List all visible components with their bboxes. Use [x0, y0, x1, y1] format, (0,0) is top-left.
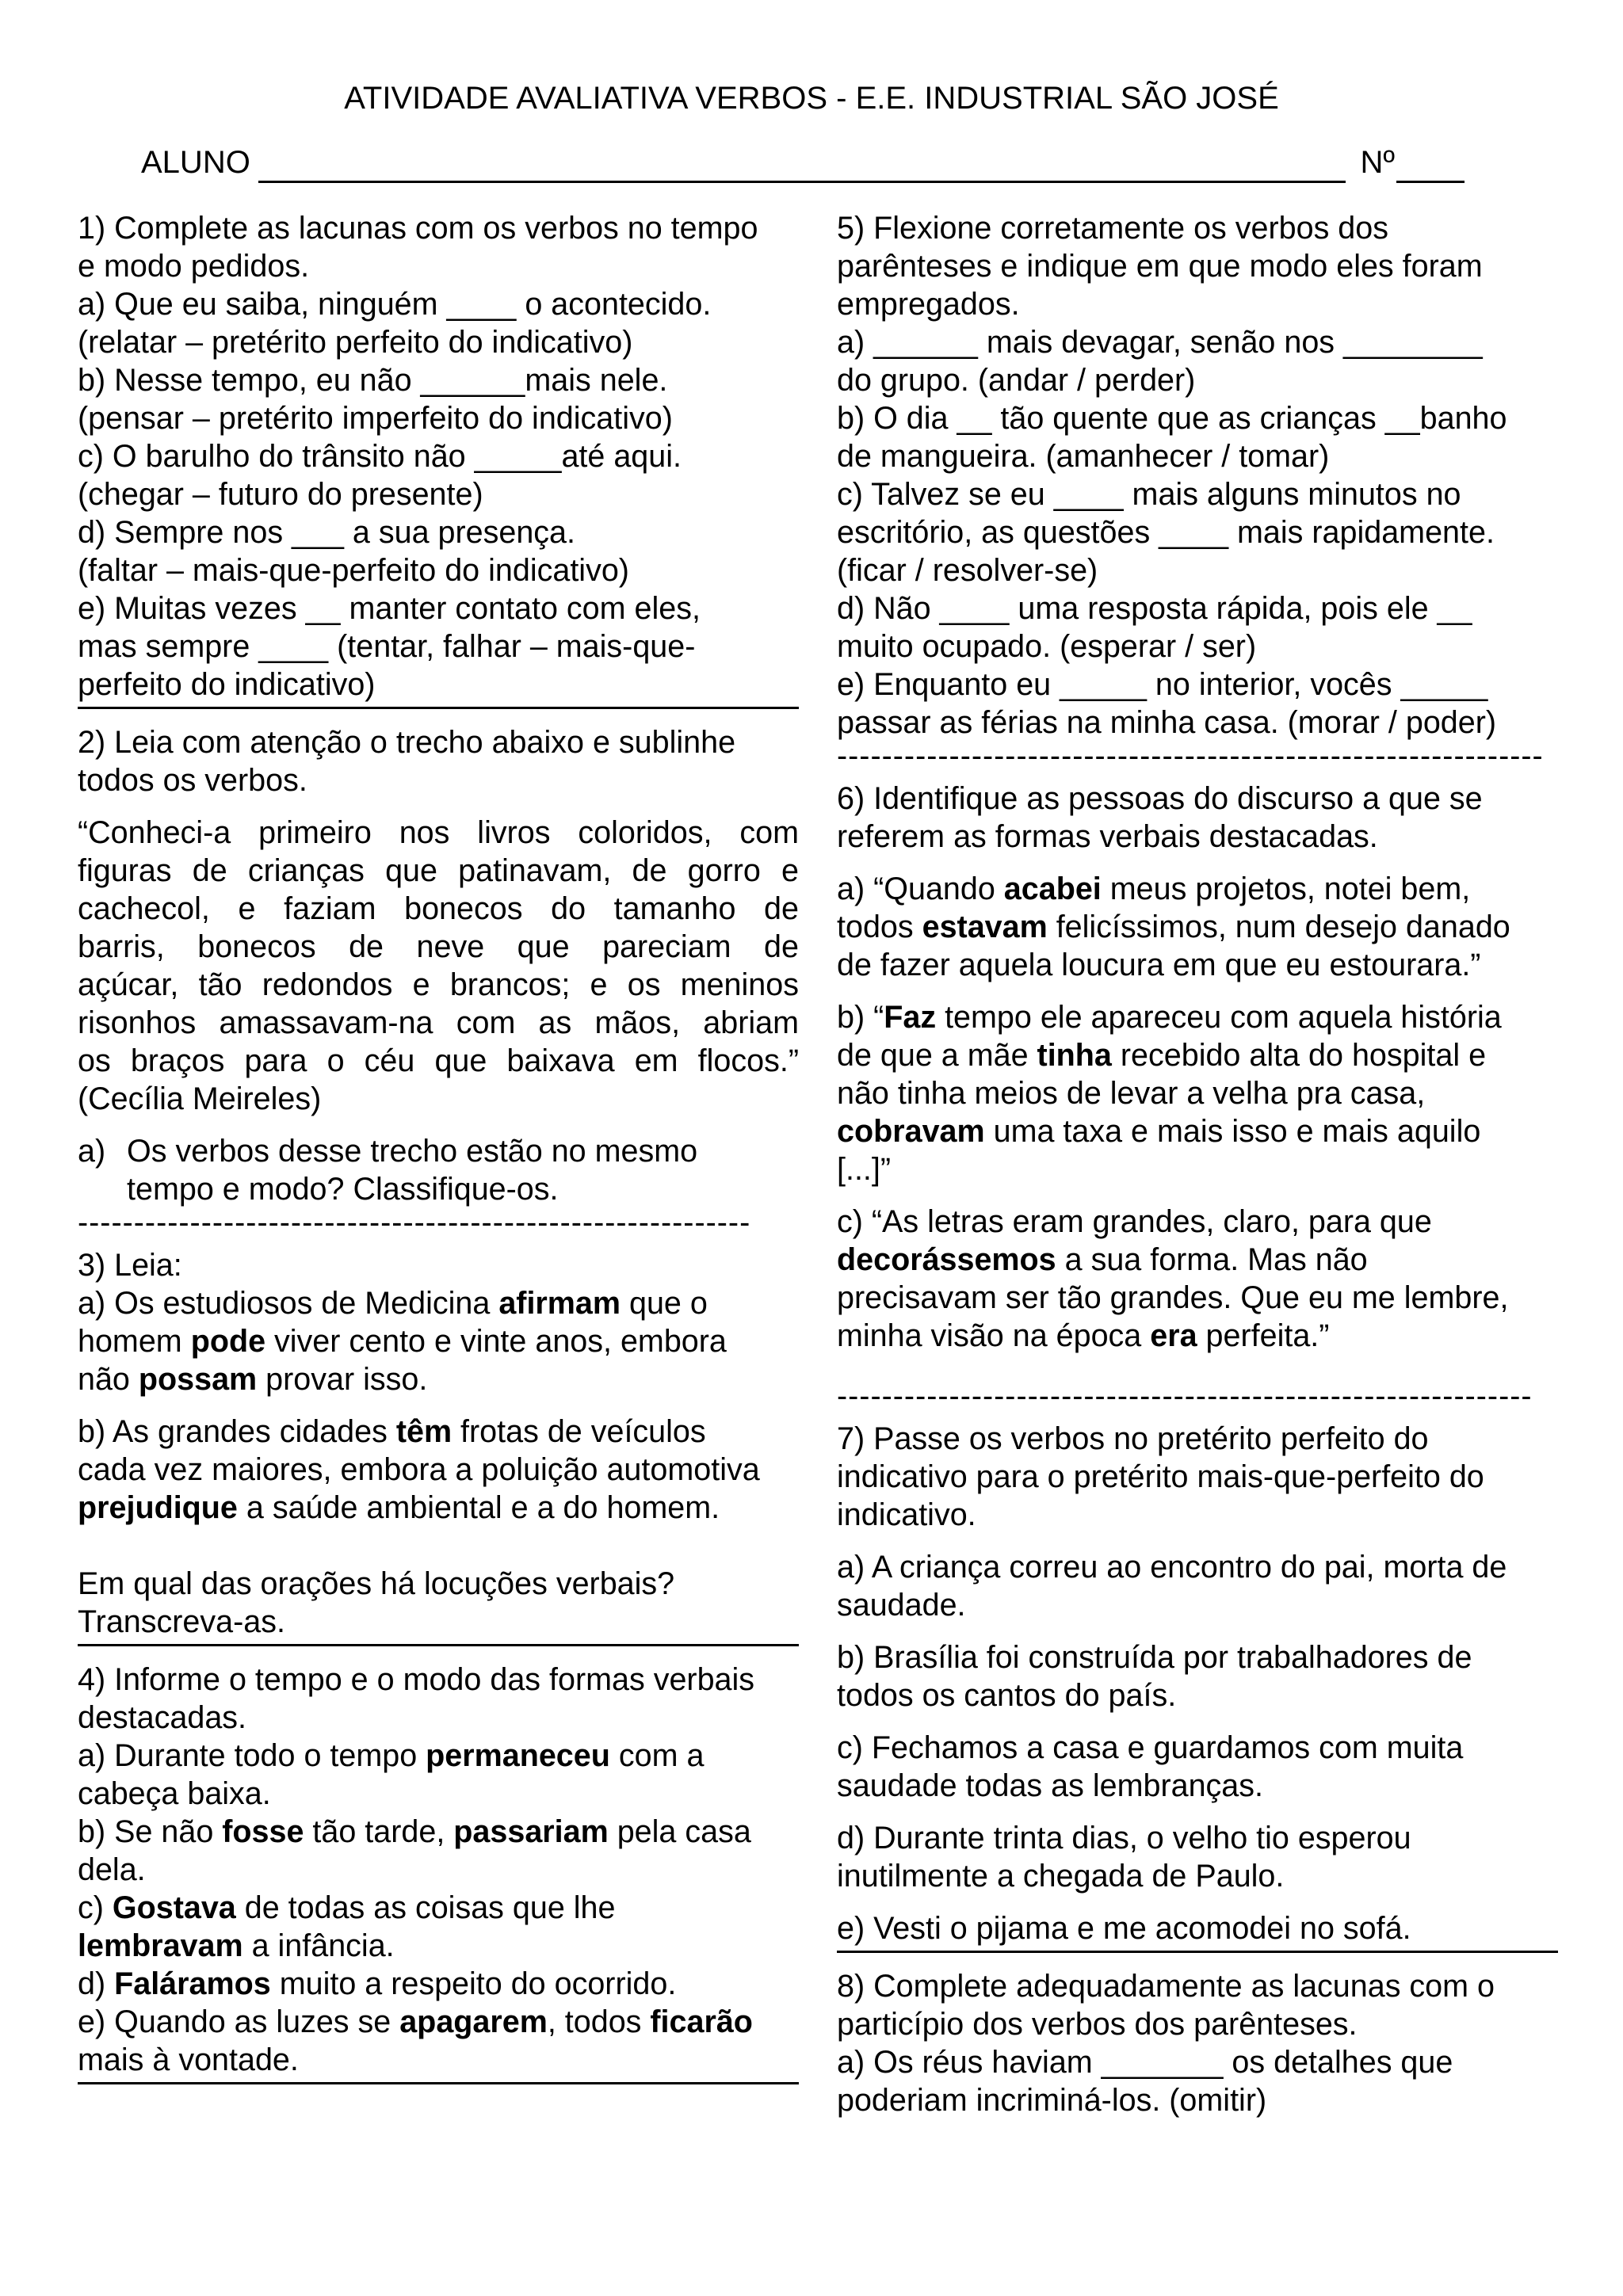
q5-line: d) Não ____ uma resposta rápida, pois ele __ — [837, 591, 1472, 626]
q6-line: cobravam uma taxa e mais isso e mais aquilo — [837, 1114, 1481, 1149]
question-7 — [837, 1420, 1558, 1953]
q6-line: de fazer aquela loucura em que eu estourara.” — [837, 948, 1481, 982]
q7-line: a) A criança correu ao encontro do pai, morta de — [837, 1550, 1507, 1585]
q4-line: 4) Informe o tempo e o modo das formas verbais — [78, 1662, 755, 1697]
q5-line: c) Talvez se eu ____ mais alguns minutos no — [837, 477, 1461, 512]
q3-line: 3) Leia: — [78, 1248, 182, 1283]
q8-line: particípio dos verbos dos parênteses. — [837, 2007, 1358, 2042]
highlighted-verb: cobravam — [837, 1114, 985, 1149]
highlighted-verb: era — [1150, 1318, 1197, 1353]
highlighted-verb: Gostava — [112, 1890, 236, 1925]
highlighted-verb: passariam — [453, 1814, 609, 1849]
question-8 — [837, 1967, 1558, 2119]
q5-line: escritório, as questões ____ mais rapidamente. — [837, 515, 1495, 550]
section-divider — [78, 2082, 799, 2084]
q5-line: e) Enquanto eu _____ no interior, vocês _____ — [837, 667, 1488, 702]
highlighted-verb: Faz — [884, 1000, 937, 1035]
q5-line: empregados. — [837, 287, 1020, 322]
q1-line: (relatar – pretérito perfeito do indicativo) — [78, 325, 633, 360]
q7-line: e) Vesti o pijama e me acomodei no sofá. — [837, 1911, 1411, 1946]
q8-line: poderiam incriminá-los. (omitir) — [837, 2083, 1267, 2118]
q5-line: muito ocupado. (esperar / ser) — [837, 629, 1257, 664]
q4-line: b) Se não fosse tão tarde, passariam pela casa — [78, 1814, 751, 1849]
q4-line: lembravam a infância. — [78, 1928, 395, 1963]
q7-line: 7) Passe os verbos no pretérito perfeito do — [837, 1421, 1429, 1456]
q4-line: c) Gostava de todas as coisas que lhe — [78, 1890, 616, 1925]
q3-line: prejudique a saúde ambiental e a do homem. — [78, 1490, 720, 1525]
q3-line: b) As grandes cidades têm frotas de veículos — [78, 1414, 706, 1449]
quote-line: figuras de crianças que patinavam, de gorro e — [78, 853, 799, 888]
item-marker: a) — [78, 1134, 106, 1169]
q7-line: todos os cantos do país. — [837, 1678, 1177, 1713]
q3-line: Transcreva-as. — [78, 1604, 285, 1639]
q7-line: indicativo. — [837, 1497, 976, 1532]
q1-line: 1) Complete as lacunas com os verbos no tempo — [78, 211, 758, 246]
dashed-divider: --------------------------------------------------------------- — [837, 742, 1544, 773]
q6-line: todos estavam felicíssimos, num desejo danado — [837, 910, 1510, 944]
q5-line: (ficar / resolver-se) — [837, 553, 1098, 588]
q7-line: b) Brasília foi construída por trabalhadores de — [837, 1640, 1472, 1675]
q5-line: 5) Flexione corretamente os verbos dos — [837, 211, 1388, 246]
highlighted-verb: pode — [190, 1324, 266, 1359]
q3-line: não possam provar isso. — [78, 1362, 428, 1397]
q6-line: não tinha meios de levar a velha pra casa, — [837, 1076, 1426, 1111]
left-column — [78, 209, 799, 2084]
q6-line: b) “Faz tempo ele apareceu com aquela história — [837, 1000, 1502, 1035]
question-6 — [837, 780, 1558, 1420]
highlighted-verb: lembravam — [78, 1928, 243, 1963]
highlighted-verb: têm — [395, 1414, 453, 1449]
q2-item-a — [78, 1132, 799, 1208]
q2-item-line: Os verbos desse trecho estão no mesmo — [127, 1134, 698, 1169]
q6-line: 6) Identifique as pessoas do discurso a que se — [837, 781, 1483, 816]
question-5 — [837, 209, 1558, 780]
question-1 — [78, 209, 799, 709]
q1-line: a) Que eu saiba, ninguém ____ o acontecido. — [78, 287, 712, 322]
quote-line: risonhos amassavam-na com as mãos, abriam — [78, 1005, 799, 1040]
q1-line: perfeito do indicativo) — [78, 667, 376, 702]
question-3 — [78, 1246, 799, 1646]
student-name-label: ALUNO — [141, 145, 250, 180]
q1-line: (pensar – pretérito imperfeito do indicativo) — [78, 401, 673, 436]
q6-line: [...]” — [837, 1152, 892, 1187]
q3-line: Em qual das orações há locuções verbais? — [78, 1566, 675, 1601]
q7-line: inutilmente a chegada de Paulo. — [837, 1859, 1285, 1894]
q5-line: b) O dia __ tão quente que as crianças __banho — [837, 401, 1507, 436]
q4-line: cabeça baixa. — [78, 1776, 271, 1811]
highlighted-verb: afirmam — [498, 1286, 621, 1321]
student-info-line — [141, 145, 1465, 189]
q1-line: e) Muitas vezes __ manter contato com eles, — [78, 591, 701, 626]
quote-passage — [78, 814, 799, 1118]
highlighted-verb: tinha — [1037, 1038, 1112, 1073]
q7-line: indicativo para o pretérito mais-que-perfeito do — [837, 1459, 1484, 1494]
question-4 — [78, 1661, 799, 2084]
q6-line: de que a mãe tinha recebido alta do hospital e — [837, 1038, 1487, 1073]
q5-line: do grupo. (andar / perder) — [837, 363, 1196, 398]
highlighted-verb: ficarão — [650, 2004, 753, 2039]
q1-line: (chegar – futuro do presente) — [78, 477, 483, 512]
student-number-label: Nº — [1360, 145, 1395, 180]
q5-line: a) ______ mais devagar, senão nos ________ — [837, 325, 1483, 360]
q5-line: de mangueira. (amanhecer / tomar) — [837, 439, 1330, 474]
highlighted-verb: apagarem — [399, 2004, 548, 2039]
highlighted-verb: acabei — [1003, 871, 1102, 906]
q6-line: minha visão na época era perfeita.” — [837, 1318, 1330, 1353]
highlighted-verb: Faláramos — [114, 1966, 271, 2001]
q4-line: a) Durante todo o tempo permaneceu com a — [78, 1738, 705, 1773]
q7-line: saudade. — [837, 1588, 966, 1623]
student-name-blank[interactable] — [258, 181, 1346, 183]
right-column — [837, 209, 1558, 2119]
q2-line: 2) Leia com atenção o trecho abaixo e sublinhe — [78, 725, 736, 760]
q3-line: a) Os estudiosos de Medicina afirmam que o — [78, 1286, 708, 1321]
q4-line: d) Faláramos muito a respeito do ocorrido. — [78, 1966, 677, 2001]
q6-line: decorássemos a sua forma. Mas não — [837, 1242, 1368, 1277]
q7-line: c) Fechamos a casa e guardamos com muita — [837, 1730, 1464, 1765]
q7-line: d) Durante trinta dias, o velho tio esperou — [837, 1821, 1411, 1855]
highlighted-verb: fosse — [222, 1814, 304, 1849]
q1-line: mas sempre ____ (tentar, falhar – mais-que- — [78, 629, 696, 664]
q5-line: passar as férias na minha casa. (morar / poder) — [837, 705, 1497, 740]
quote-line: “Conheci-a primeiro nos livros coloridos, com — [78, 815, 799, 850]
q4-line: destacadas. — [78, 1700, 247, 1735]
q6-line: precisavam ser tão grandes. Que eu me lembre, — [837, 1280, 1509, 1315]
q2-line: todos os verbos. — [78, 763, 307, 798]
q4-line: dela. — [78, 1852, 146, 1887]
quote-line: os braços para o céu que baixava em flocos.” — [78, 1043, 799, 1078]
dashed-divider: ------------------------------------------------------------ — [78, 1208, 751, 1240]
highlighted-verb: possam — [138, 1362, 258, 1397]
q1-line: c) O barulho do trânsito não _____até aqui. — [78, 439, 682, 474]
quote-line: cachecol, e faziam bonecos do tamanho de — [78, 891, 799, 926]
q6-line: c) “As letras eram grandes, claro, para que — [837, 1204, 1432, 1239]
q5-line: parênteses e indique em que modo eles foram — [837, 249, 1483, 284]
highlighted-verb: permaneceu — [426, 1738, 610, 1773]
page-title: ATIVIDADE AVALIATIVA VERBOS - E.E. INDUSTRIAL SÃO JOSÉ — [344, 81, 1279, 116]
q4-line: e) Quando as luzes se apagarem, todos ficarão — [78, 2004, 753, 2039]
quote-author: (Cecília Meireles) — [78, 1081, 322, 1116]
student-number-blank[interactable] — [1396, 181, 1465, 183]
q2-item-line: tempo e modo? Classifique-os. — [127, 1172, 559, 1207]
q1-line: b) Nesse tempo, eu não ______mais nele. — [78, 363, 668, 398]
q1-line: (faltar – mais-que-perfeito do indicativo) — [78, 553, 629, 588]
dashed-divider: -------------------------------------------------------------- — [837, 1382, 1533, 1413]
q6-line: a) “Quando acabei meus projetos, notei bem, — [837, 871, 1471, 906]
highlighted-verb: prejudique — [78, 1490, 238, 1525]
q4-line: mais à vontade. — [78, 2042, 299, 2077]
q7-line: saudade todas as lembranças. — [837, 1768, 1263, 1803]
q1-line: d) Sempre nos ___ a sua presença. — [78, 515, 575, 550]
q3-line: homem pode viver cento e vinte anos, embora — [78, 1324, 727, 1359]
q1-line: e modo pedidos. — [78, 249, 310, 284]
highlighted-verb: decorássemos — [837, 1242, 1056, 1277]
quote-line: açúcar, tão redondos e brancos; e os meninos — [78, 967, 799, 1002]
quote-line: barris, bonecos de neve que pareciam de — [78, 929, 799, 964]
q6-line: referem as formas verbais destacadas. — [837, 819, 1378, 854]
highlighted-verb: estavam — [922, 910, 1048, 944]
q8-line: a) Os réus haviam _______ os detalhes que — [837, 2045, 1453, 2080]
question-2 — [78, 723, 799, 1246]
q3-line: cada vez maiores, embora a poluição automotiva — [78, 1452, 760, 1487]
q8-line: 8) Complete adequadamente as lacunas com o — [837, 1969, 1495, 2004]
